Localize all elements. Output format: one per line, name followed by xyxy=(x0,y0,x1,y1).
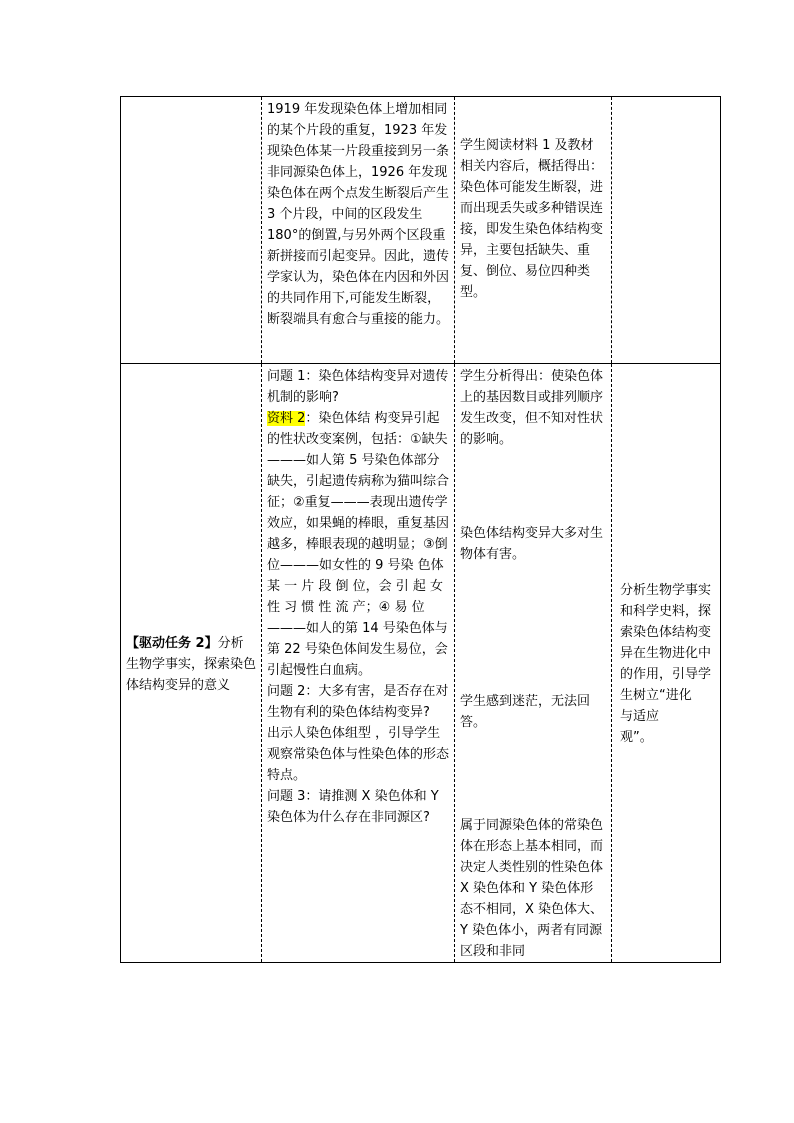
student-analysis-4: 属于同源染色体的常染色体在形态上基本相同，而决定人类性别的性染色体 X 染色体和 Y 染色体形态不相同，X 染色体大、Y 染色体小，两者有同源区段和非同 xyxy=(460,818,604,959)
student-activity-cell xyxy=(455,364,612,963)
lesson-plan-table xyxy=(120,96,721,963)
design-intent-a: 分析生物学事实和科学史料，探索染色体结构变异在生物进化中的作用，引导学生树立“进化 xyxy=(620,583,712,703)
material-1-text: 1919 年发现染色体上增加相同的某个片段的重复，1923 年发现染色体某一片段重接到另一条非同源染色体上，1926 年发现染色体在两个点发生断裂后产生 3 个片段，中间的区段发生 180°的倒置,与另外两个区段重新拼接而引起变异。因此，遗传学家认为，染色体在内因和外因的共同作用下,可能发生断裂，断裂端具有愈合与重接的能力。 xyxy=(267,102,450,327)
student-activity-text: 学生阅读材料 1 及教材相关内容后，概括得出：染色体可能发生断裂，进而出现丢失或多种错误连接，即发生染色体结构变异，主要包括缺失、重复、倒位、易位四种类型。 xyxy=(460,138,604,300)
spacer xyxy=(460,565,606,691)
task-text: 分析生物学事实，探索染色体结构变异的意义 xyxy=(126,635,257,693)
task-cell xyxy=(121,364,262,963)
guide-text: 出示人染色体组型 ，引导学生观察常染色体与性染色体的形态特点。 xyxy=(267,726,450,783)
material-2-text: ：染色体结 构变异引起的性状改变案例，包括：①缺失———如人第 5 号染色体部分缺失，引起遗传病称为猫叫综合征；②重复———表现出遗传学效应，如果蝇的棒眼，重复基因越多，棒眼表现的越明显；③倒位———如女性的 9 号染 色体某 一 片 段 倒 位，会 引 起 女 性 习 惯 性 流 产；④ 易 位———如人的第 14 号染色体与第 22 号染色体间发生易位，会引起慢性白血病。 xyxy=(267,411,450,678)
student-analysis-2: 染色体结构变异大多对生物体有害。 xyxy=(460,526,604,562)
material-2 xyxy=(267,408,449,681)
table-row xyxy=(121,97,721,364)
spacer xyxy=(460,450,606,523)
student-analysis-3: 学生感到迷茫，无法回答。 xyxy=(460,694,591,730)
spacer xyxy=(267,828,449,936)
question-2: 问题 2：大多有害，是否存在对生物有利的染色体结构变异? xyxy=(267,684,449,720)
spacer xyxy=(460,733,606,815)
question-1: 问题 1：染色体结构变异对遗传机制的影响? xyxy=(267,369,449,405)
task-label: 【驱动任务 2】 xyxy=(126,635,218,651)
design-intent-c: 观”。 xyxy=(620,730,653,745)
table-row xyxy=(121,364,721,963)
task-description xyxy=(126,633,256,696)
design-intent-cell xyxy=(612,364,721,963)
design-intent-b: 与适应 xyxy=(620,709,660,724)
student-activity-cell xyxy=(455,97,612,364)
teacher-activity-cell xyxy=(262,364,455,963)
student-analysis-1: 学生分析得出：使染色体上的基因数目或排列顺序发生改变，但不知对性状的影响。 xyxy=(460,369,604,447)
task-cell-empty xyxy=(121,97,262,364)
material-cell xyxy=(262,97,455,364)
material-2-label: 资料 2 xyxy=(267,411,306,426)
question-3: 问题 3：请推测 X 染色体和 Y 染色体为什么存在非同源区? xyxy=(267,789,439,825)
design-intent-cell-empty xyxy=(612,97,721,364)
